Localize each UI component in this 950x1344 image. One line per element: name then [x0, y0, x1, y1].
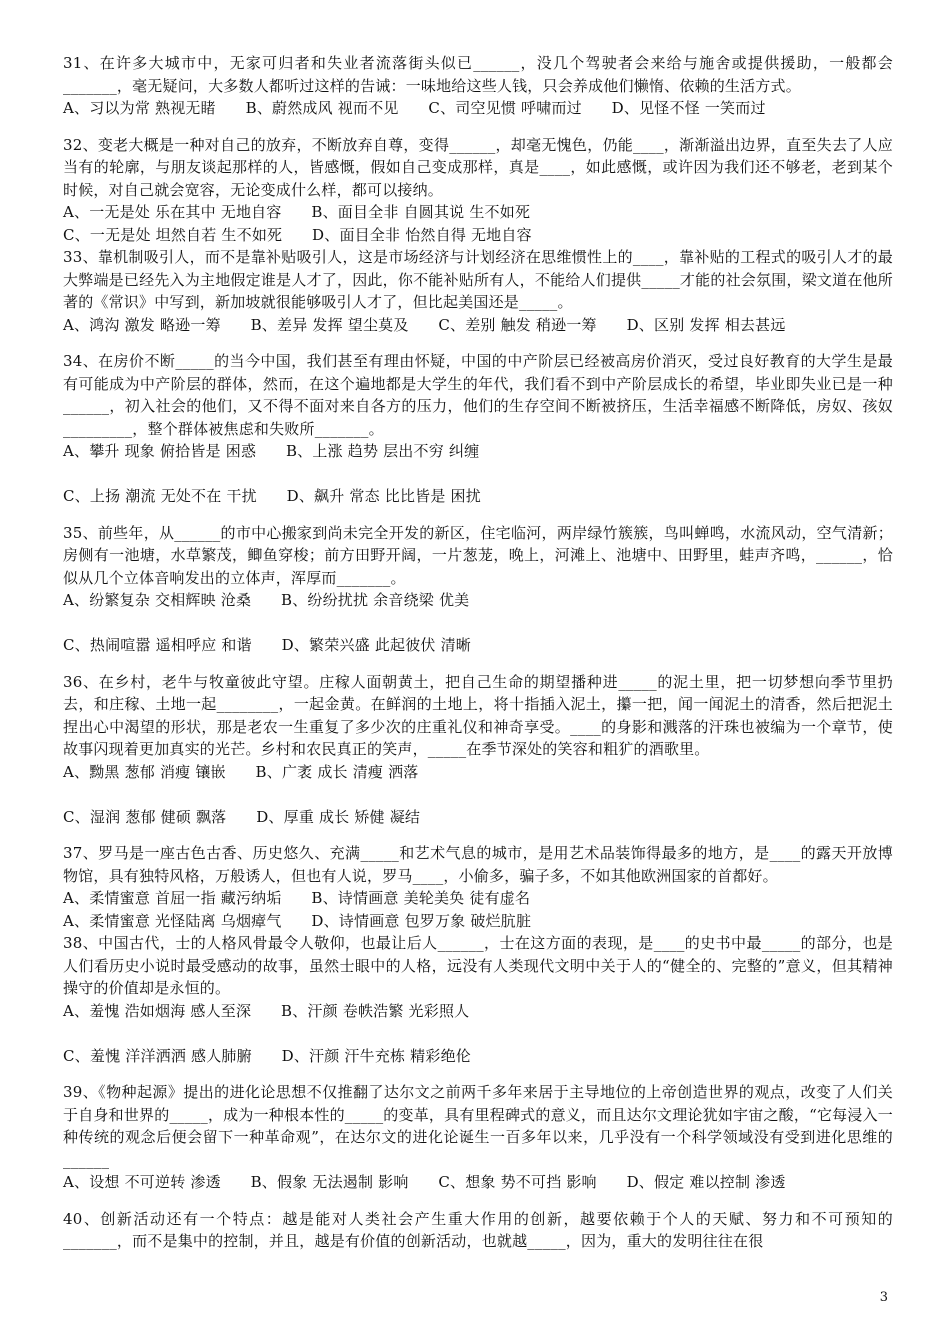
document-page	[63, 52, 893, 1253]
question-33	[63, 246, 893, 336]
options-line	[63, 612, 893, 635]
options-line: A、设想 不可逆转 渗透 B、假象 无法遏制 影响 C、想象 势不可挡 影响 D、假定 难以控制 渗透	[63, 1173, 786, 1191]
question-34	[63, 350, 893, 508]
options-line: A、羞愧 浩如烟海 感人至深 B、汗颜 卷帙浩繁 光彩照人	[63, 1001, 470, 1020]
question-text: 32、变老大概是一种对自己的放弃，不断放弃自尊，变得______，却毫无愧色，仍能____，渐渐溢出边界，直至失去了人应当有的轮廓，与朋友谈起那样的人，皆感慨，假如自己变成那样，真是____，如此感慨，或许因为我们还不够老，老到某个时候，对自己就会宽容，无论变成什么样，都可以接纳。	[63, 135, 893, 199]
question-text: 35、前些年，从______的市中心搬家到尚未完全开发的新区，住宅临河，两岸绿竹簇簇，鸟叫蝉鸣，水流风动，空气清新；房侧有一池塘，水草繁茂，鲫鱼穿梭；前方田野开阔，一片葱茏，晚上，河滩上、池塘中、田野里，蛙声齐鸣，______，恰似从几个立体音响发出的立体声，浑厚而_______。	[63, 523, 893, 587]
options-line: A、柔情蜜意 光怪陆离 乌烟瘴气 D、诗情画意 包罗万象 破烂肮脏	[63, 911, 532, 930]
question-text: 33、靠机制吸引人，而不是靠补贴吸引人，这是市场经济与计划经济在思维惯性上的____，靠补贴的工程式的吸引人才的最大弊端是已经先入为主地假定谁是人才了，因此，你不能补贴所有人，不能给人们提供_____才能的社会氛围，梁文道在他所著的《常识》中写到，新加坡就很能够吸引人才了，但比起美国还是_____。	[63, 248, 893, 311]
question-text: 31、在许多大城市中，无家可归者和失业者流落街头似已______，没几个驾驶者会来给与施舍或提供援助，一般都会_______，毫无疑问，大多数人都听过这样的告诫：一味地给这些人钱，只会养成他们懒惰、依赖的生活方式。	[63, 54, 893, 95]
question-32	[63, 134, 893, 247]
question-38	[63, 932, 893, 1067]
question-40	[63, 1208, 893, 1253]
question-text: 34、在房价不断_____的当今中国，我们甚至有理由怀疑，中国的中产阶层已经被高房价消灭，受过良好教育的大学生是最有可能成为中产阶层的群体，然而，在这个遍地都是大学生的年代，我们看不到中产阶层成长的希望，毕业即失业已是一种______，初入社会的他们，又不得不面对来自各方的压力，他们的生存空间不断被挤压，生活幸福感不断降低，房奴、孩奴_________，整个群体被焦虑和失败所_______。	[63, 352, 893, 438]
options-line: C、羞愧 洋洋洒洒 感人肺腑 D、汗颜 汗牛充栋 精彩绝伦	[63, 1046, 471, 1065]
question-text: 38、中国古代，士的人格风骨最令人敬仰，也最让后人______，士在这方面的表现，是____的史书中最_____的部分，也是人们看历史小说时最受感动的故事，虽然士眼中的人格，远没有人类现代文明中关于人的“健全的、完整的”意义，但其精神操守的价值却是永恒的。	[63, 934, 893, 997]
options-line	[63, 1022, 893, 1045]
options-line: A、纷繁复杂 交相辉映 沧桑 B、纷纷扰扰 余音绕梁 优美	[63, 591, 470, 609]
options-line: A、一无是处 乐在其中 无地自容 B、面目全非 自圆其说 生不如死	[63, 203, 531, 221]
question-39	[63, 1081, 893, 1194]
options-line: A、柔情蜜意 首屈一指 藏污纳垢 B、诗情画意 美轮美奂 徒有虚名	[63, 889, 531, 907]
question-text: 39、《物种起源》提出的进化论思想不仅推翻了达尔文之前两千多年来居于主导地位的上帝创造世界的观点，改变了人们关于自身和世界的_____，成为一种根本性的_____的变革，具有里程碑式的意义，而且达尔文理论犹如宇宙之酸，“它每浸入一种传统的观念后便会留下一种革命观”，在达尔文的进化论诞生一百多年以来，几乎没有一个科学领域没有受到进化思维的______	[63, 1083, 893, 1169]
options-line: C、上扬 潮流 无处不在 干扰 D、飙升 常态 比比皆是 困扰	[63, 487, 481, 505]
options-line: C、湿润 葱郁 健硕 飘落 D、厚重 成长 矫健 凝结	[63, 807, 421, 826]
options-line: A、黝黑 葱郁 消瘦 镶嵌 B、广袤 成长 清瘦 洒落	[63, 762, 419, 781]
question-36	[63, 671, 893, 829]
options-line: C、热闹喧嚣 遥相呼应 和谐 D、繁荣兴盛 此起彼伏 清晰	[63, 636, 471, 654]
options-line	[63, 463, 893, 486]
question-31	[63, 52, 893, 120]
options-line: C、一无是处 坦然自若 生不如死 D、面目全非 怡然自得 无地自容	[63, 225, 532, 244]
options-line: A、攀升 现象 俯拾皆是 困惑 B、上涨 趋势 层出不穷 纠缠	[63, 442, 480, 460]
options-line	[63, 783, 893, 806]
question-text: 36、在乡村，老牛与牧童彼此守望。庄稼人面朝黄土，把自己生命的期望播种进_____的泥土里，把一切梦想向季节里扔去，和庄稼、土地一起________，一起金黄。在鲜润的土地上，将十指插入泥土，攥一把，闻一闻泥土的清香，然后把泥土捏出心中渴望的形状，那是老农一生重复了多少次的庄重礼仪和神奇享受。____的身影和溅落的汗珠也被编为一个章节，使故事闪现着更加真实的光芒。乡村和农民真正的笑声，_____在季节深处的笑容和粗犷的酒歌里。	[63, 672, 893, 758]
question-35	[63, 522, 893, 657]
page-number: 3	[879, 1290, 888, 1305]
options-line: A、习以为常 熟视无睹 B、蔚然成风 视而不见 C、司空见惯 呼啸而过 D、见怪不怪 一笑而过	[63, 99, 766, 117]
question-text: 40、创新活动还有一个特点：越是能对人类社会产生重大作用的创新，越要依赖于个人的天赋、努力和不可预知的_______，而不是集中的控制，并且，越是有价值的创新活动，也就越_____，因为，重大的发明往往在很	[63, 1209, 893, 1250]
question-37	[63, 842, 893, 932]
options-line: A、鸿沟 激发 略逊一筹 B、差异 发挥 望尘莫及 C、差别 触发 稍逊一筹 D、区别 发挥 相去甚远	[63, 315, 786, 334]
question-text: 37、罗马是一座古色古香、历史悠久、充满_____和艺术气息的城市，是用艺术品装饰得最多的地方，是____的露天开放博物馆，具有独特风格，万般诱人，但也有人说，罗马____，小偷多，骗子多，不如其他欧洲国家的首都好。	[63, 844, 893, 885]
